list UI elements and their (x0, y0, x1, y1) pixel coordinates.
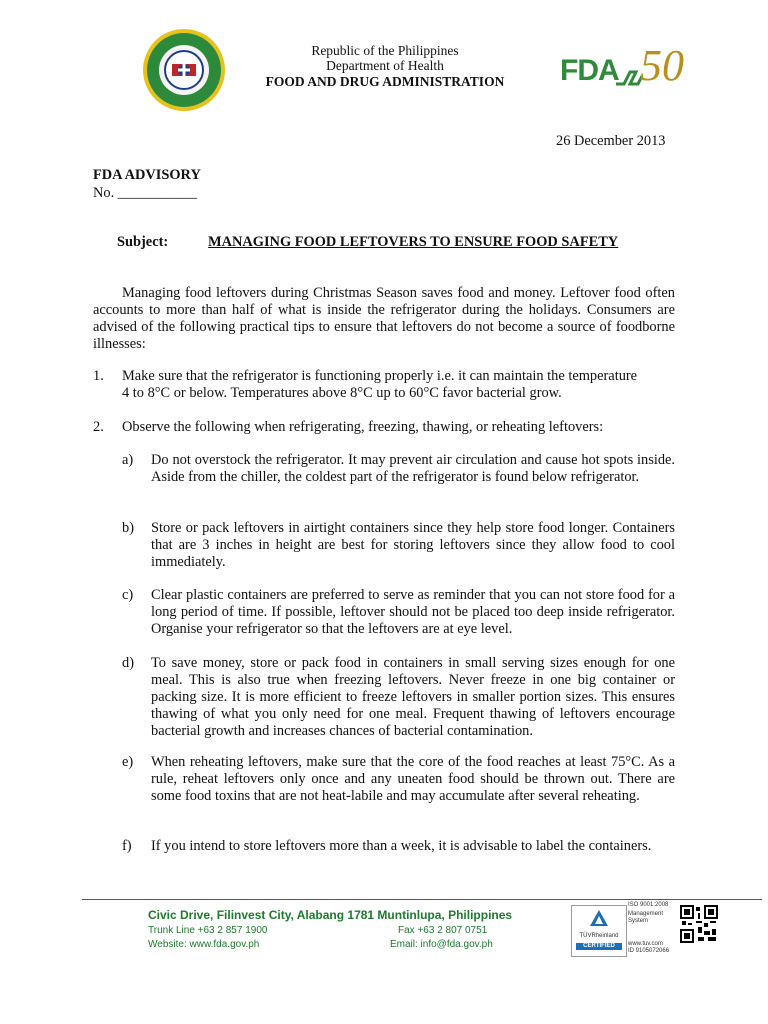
item-1-line-2: 4 to 8°C or below. Temperatures above 8°C up to 60°C favor bacterial grow. (122, 385, 562, 401)
tuv-certified: CERTIFIED (576, 943, 622, 950)
subitem-a-text: Do not overstock the refrigerator. It may prevent air circulation and cause hot spots inside. Aside from the chiller, the coldest part of the refrigerator is found below refrigerator. (151, 452, 675, 485)
tuv-id: ID 9105072066 (628, 948, 670, 954)
subitem-c-letter: c) (122, 587, 134, 603)
subitem-a-letter: a) (122, 452, 134, 468)
item-1-line-1: Make sure that the refrigerator is functioning properly i.e. it can maintain the temperature (122, 368, 638, 384)
footer-address: Civic Drive, Filinvest City, Alabang 1781 Muntinlupa, Philippines (148, 908, 513, 922)
subitem-c-text: Clear plastic containers are preferred to serve as reminder that you can not store food for a long period of time. If possible, leftover should not be placed too deep inside refrigerator. Organise your refrigerator so that the leftovers are at eye level. (151, 587, 675, 637)
subitem-e-letter: e) (122, 754, 134, 770)
tuv-label: TÜVRheinland (579, 933, 619, 939)
item-2-text: Observe the following when refrigerating, freezing, thawing, or reheating leftovers: (122, 419, 604, 435)
logo-fda-text: FDA (560, 54, 619, 87)
advisory-title: FDA ADVISORY (93, 167, 201, 183)
item-2-number: 2. (93, 419, 104, 435)
qr-code-icon (680, 905, 718, 943)
subject-label: Subject: (117, 234, 169, 250)
logo-50-text: 50 (640, 41, 684, 90)
header-line-2: Department of Health (326, 58, 444, 73)
iso-line-1: ISO 9001:2008 (628, 902, 669, 908)
header-line-1: Republic of the Philippines (311, 43, 459, 58)
footer-email: Email: info@fda.gov.ph (390, 939, 493, 950)
subitem-e-text: When reheating leftovers, make sure that the core of the food reaches at least 75°C. As a rule, reheat leftovers only once and any uneaten food should be thrown out. There are some food toxins that are not heat-labile and may accumulate after several reheating. (151, 754, 675, 804)
subitem-d-letter: d) (122, 655, 134, 671)
fda-50-logo (556, 42, 696, 92)
tuv-triangle-icon (589, 909, 609, 927)
header-line-3: FOOD AND DRUG ADMINISTRATION (265, 74, 505, 89)
advisory-number: No. ___________ (93, 185, 197, 201)
footer-website: Website: www.fda.gov.ph (148, 939, 260, 950)
footer-divider (82, 899, 762, 900)
subject-text: MANAGING FOOD LEFTOVERS TO ENSURE FOOD SAFETY (208, 234, 619, 250)
subitem-f-text: If you intend to store leftovers more than a week, it is advisable to label the containers. (151, 838, 652, 854)
iso-line-2: Management (628, 911, 664, 917)
subitem-d-text: To save money, store or pack food in containers in small serving sizes enough for one meal. This is also true when freezing leftovers. Never freeze in one big container or packing size. It is more efficient to freeze leftovers in smaller portion sizes. This ensures thawing of what you only need for one meal. Frequent thawing of leftovers encourage bacterial growth and increases chances of bacterial contamination. (151, 655, 675, 739)
tuv-certification-badge (571, 905, 627, 957)
doh-seal (142, 28, 226, 112)
footer-fax: Fax +63 2 807 0751 (398, 925, 488, 936)
subitem-b-letter: b) (122, 520, 134, 536)
subitem-f-letter: f) (122, 838, 132, 854)
logo-swoosh-icon (616, 70, 642, 86)
document-date: 26 December 2013 (556, 133, 666, 149)
item-1-number: 1. (93, 368, 104, 384)
footer-trunk-line: Trunk Line +63 2 857 1900 (148, 925, 268, 936)
subitem-b-text: Store or pack leftovers in airtight containers since they help store food longer. Containers that are 3 inches in height are best for storing leftovers since they allow food to cool immediately. (151, 520, 675, 570)
iso-line-3: System (628, 918, 649, 924)
tuv-url: www.tuv.com (628, 941, 663, 947)
intro-paragraph: Managing food leftovers during Christmas Season saves food and money. Leftover food often accounts to more than half of what is inside the refrigerator during the holidays. Consumers are advised of the following practical tips to ensure that leftovers do not become a source of foodborne illnesses: (93, 285, 675, 352)
